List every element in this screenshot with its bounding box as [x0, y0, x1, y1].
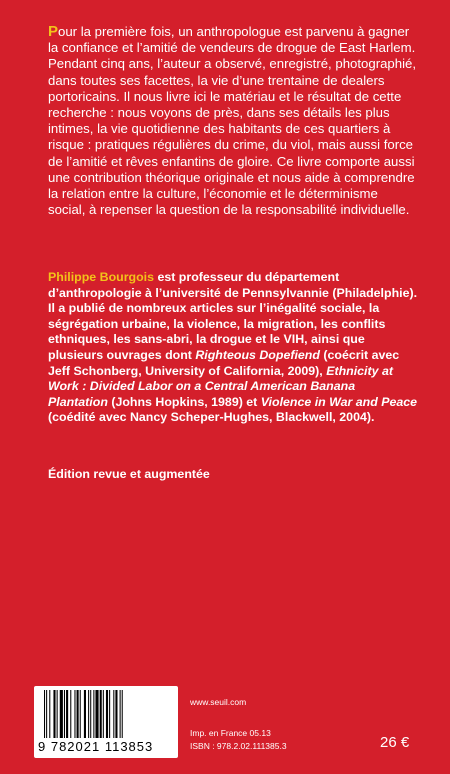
book-title-violence-war-peace: Violence in War and Peace: [260, 394, 418, 409]
barcode-bar: [115, 690, 117, 738]
blurb-dropcap: P: [48, 23, 59, 40]
author-name: Philippe Bourgois: [48, 270, 155, 284]
barcode-bar: [53, 690, 55, 738]
barcode-bar: [64, 690, 65, 738]
barcode-bar: [93, 690, 94, 738]
bio-text-2: (coécrit avec Jeff Schonberg, University of California, 2009),: [48, 347, 400, 378]
blurb-paragraph: [48, 24, 418, 218]
imprint-line-isbn: ISBN : 978.2.02.111385.3: [190, 740, 287, 751]
barcode-bar: [70, 690, 71, 738]
barcode: [34, 686, 178, 758]
book-title-righteous-dopefiend: Righteous Dopefiend: [195, 347, 320, 362]
book-title-ethnicity-at-work: Ethnicity at Work : Divided Labor on a Central American Banana Plantation: [48, 363, 393, 409]
barcode-bar: [88, 690, 89, 738]
barcode-bar: [80, 690, 81, 738]
bio-text-4: (coédité avec Nancy Scheper-Hughes, Blackwell, 2004).: [48, 410, 375, 425]
barcode-number: 9 782021 113853: [38, 739, 154, 754]
barcode-bar: [95, 690, 98, 738]
barcode-bar: [49, 690, 50, 738]
barcode-bar: [44, 690, 45, 738]
imprint-info: [190, 727, 287, 752]
barcode-bar: [84, 690, 86, 738]
barcode-bar: [122, 690, 123, 738]
bio-text-1: est professeur du département d’anthropologie à l’université de Pennsylvannie (Philadelphie). Il a publié de nombreux articles sur l’inégalité sociale, la ségrégation urbaine, la violence, la migration, les conflits ethniques, les sans-abri, la drogue et le VIH, ainsi que plusieurs ouvrages dont: [48, 270, 418, 362]
barcode-bar: [74, 690, 75, 738]
bio-text-3: (Johns Hopkins, 1989) et: [107, 394, 261, 409]
barcode-bar: [77, 690, 79, 738]
barcode-bar: [66, 690, 68, 738]
barcode-bar: [109, 690, 110, 738]
barcode-bar: [113, 690, 114, 738]
barcode-bar: [90, 690, 91, 738]
barcode-bar: [103, 690, 104, 738]
barcode-bar: [57, 690, 58, 738]
price: 26 €: [380, 734, 410, 751]
blurb-text: our la première fois, un anthropologue est parvenu à gagner la confiance et l’amitié de vendeurs de drogue de East Harlem. Pendant cinq ans, l’auteur a observé, enregistré, photographié, dans toutes ses facettes, la vie d’une trentaine de dealers portoricains. Il nous livre ici le matériau et le résultat de cette recherche : nous voyons de près, dans ses détails les plus intimes, la vie quotidienne des habitants de ces quartiers à risque : pratiques régulières du crime, du viol, mais aussi force de l’amitié et rêves enfantins de gloire. Ce livre comporte aussi une contribution théorique originale et nous aide à comprendre la relation entre la culture, l’économie et le déterminisme social, à repenser la question de la responsabilité individuelle.: [48, 24, 417, 218]
barcode-bar: [60, 690, 63, 738]
barcode-bar: [120, 690, 121, 738]
barcode-bar: [46, 690, 47, 738]
barcode-bar: [100, 690, 102, 738]
author-bio: [48, 270, 418, 426]
barcode-bars: [42, 690, 170, 740]
imprint-line-print: Imp. en France 05.13: [190, 728, 271, 738]
publisher-website: www.seuil.com: [190, 697, 247, 707]
edition-note: Édition revue et augmentée: [48, 467, 210, 481]
barcode-bar: [106, 690, 108, 738]
